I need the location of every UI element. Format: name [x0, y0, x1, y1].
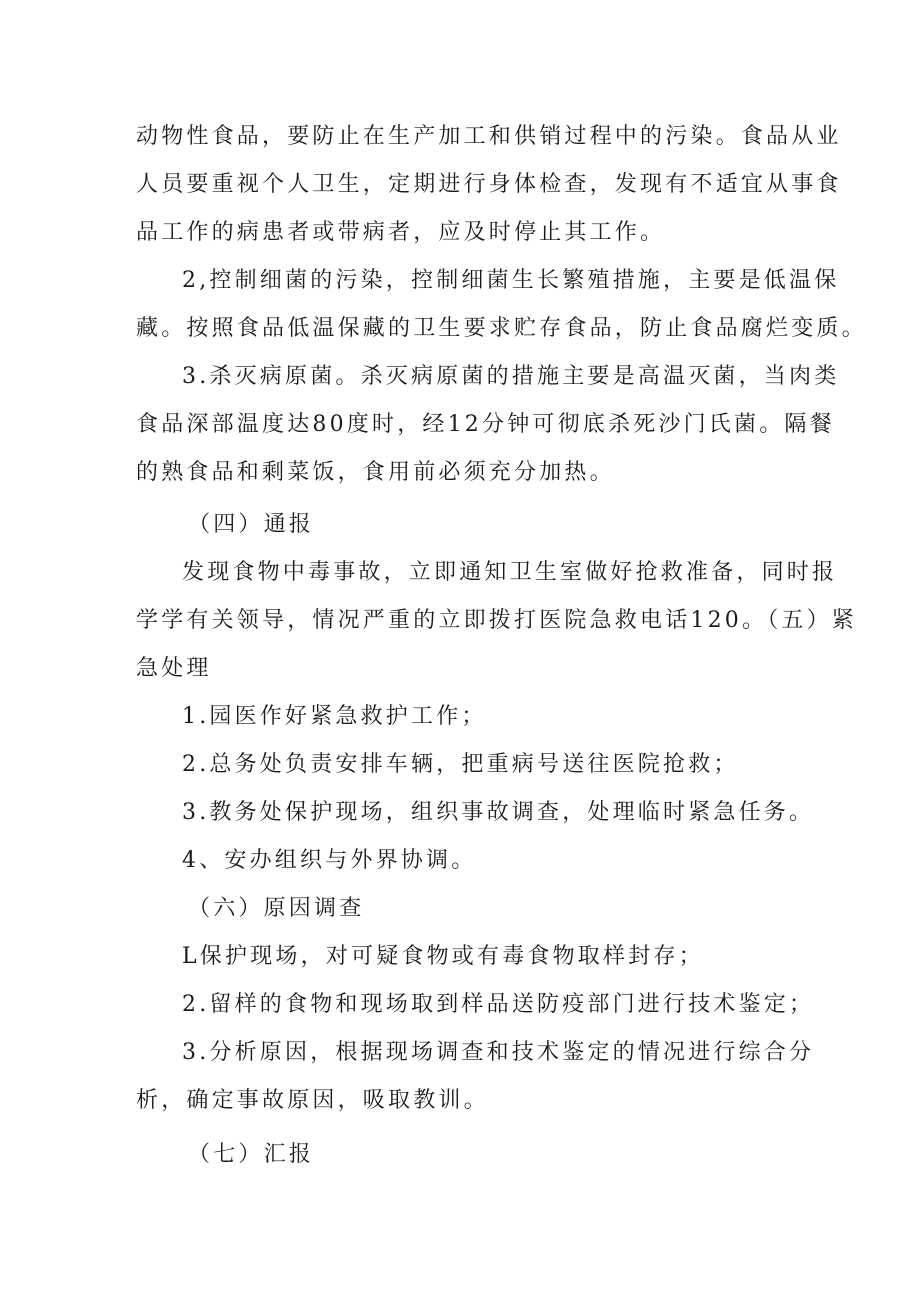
- text-line-10: 发现食物中毒事故，立即通知卫生室做好抢救准备，同时报: [182, 560, 838, 585]
- list-item-1: 1.园医作好紧急救护工作；: [182, 704, 487, 729]
- text-line-7: 食品深部温度达80度时，经12分钟可彻底杀死沙门氏菌。隔餐: [136, 412, 835, 437]
- list-item-2: 2.总务处负责安排车辆，把重病号送往医院抢救；: [182, 752, 739, 777]
- list-item-3: 3.教务处保护现场，组织事故调查，处理临时紧急任务。: [182, 800, 815, 825]
- text-line-12: 急处理: [136, 656, 212, 681]
- section-heading-report: （七）汇报: [188, 1142, 315, 1167]
- text-line-3: 品工作的病患者或带病者，应及时停止其工作。: [136, 220, 666, 245]
- text-line-8: 的熟食品和剩菜饭，食用前必须充分加热。: [136, 460, 615, 485]
- text-line-11: 学学有关领导，情况严重的立即拨打医院急救电话120。（五）紧: [136, 608, 857, 633]
- text-line-5: 藏。按照食品低温保藏的卫生要求贮存食品，防止食品腐烂变质。: [136, 316, 867, 341]
- text-line-6: 3.杀灭病原菌。杀灭病原菌的措施主要是高温灭菌，当肉类: [182, 364, 840, 389]
- text-line-1: 动物性食品，要防止在生产加工和供销过程中的污染。食品从业: [136, 124, 842, 149]
- text-line-4: 2,控制细菌的污染，控制细菌生长繁殖措施，主要是低温保: [182, 268, 840, 293]
- text-line-21: 析，确定事故原因，吸取教训。: [136, 1088, 489, 1113]
- list-item-5: L保护现场，对可疑食物或有毒食物取样封存；: [182, 944, 704, 969]
- section-heading-cause: （六）原因调查: [188, 896, 365, 921]
- list-item-7: 3.分析原因，根据现场调查和技术鉴定的情况进行综合分: [182, 1040, 815, 1065]
- section-heading-notify: （四）通报: [188, 512, 315, 537]
- list-item-4: 4、安办组织与外界协调。: [182, 848, 477, 873]
- text-line-2: 人员要重视个人卫生，定期进行身体检查，发现有不适宜从事食: [136, 172, 842, 197]
- list-item-6: 2.留样的食物和现场取到样品送防疫部门进行技术鉴定；: [182, 992, 815, 1017]
